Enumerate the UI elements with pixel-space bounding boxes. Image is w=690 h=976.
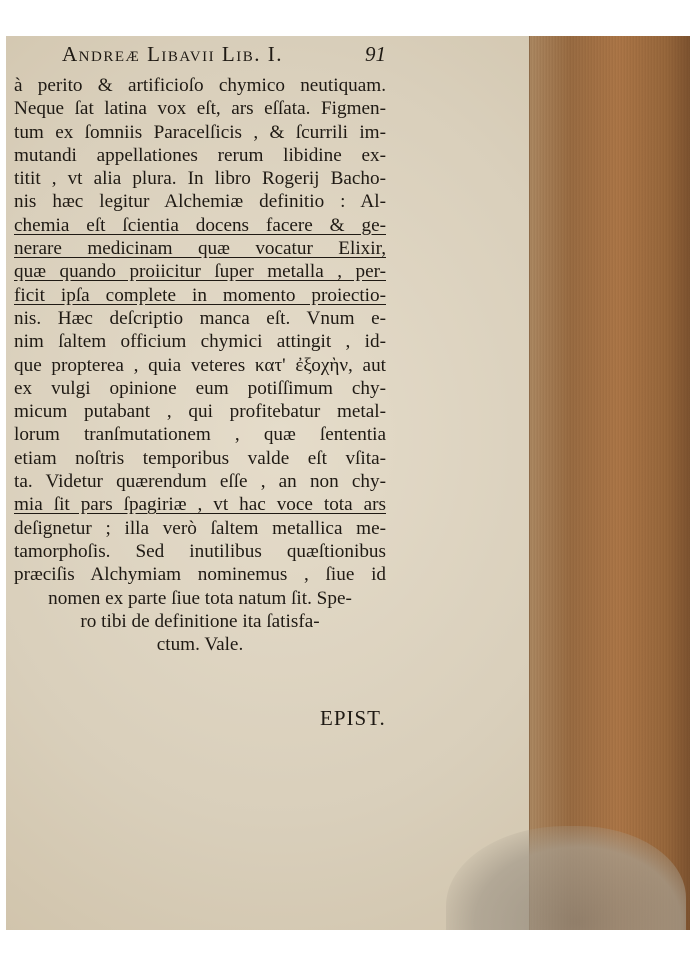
text-line-underlined: chemia eſt ſcientia docens facere & ge- xyxy=(14,214,386,236)
running-title: Andreæ Libavii Lib. I. xyxy=(62,42,283,66)
text-line: etiam noſtris temporibus valde eſt vſita- xyxy=(14,447,386,469)
text-line: micum putabant , qui profitebatur metal- xyxy=(14,401,386,423)
closing-line: ro tibi de definitione ita ſatisfa- xyxy=(80,610,320,632)
text-line: tamorphoſis. Sed inutilibus quæſtionibus xyxy=(14,540,386,562)
text-line: que propterea , quia veteres κατ' ἐξοχὴν, aut xyxy=(14,354,386,376)
text-line-underlined: quæ quando proiicitur ſuper metalla , per- xyxy=(14,261,386,283)
closing-line: nomen ex parte ſiue tota natum ſit. Spe- xyxy=(48,587,352,609)
text-line: ex vulgi opinione eum potiſſimum chy- xyxy=(14,377,386,399)
text-line: nim ſaltem officium chymici attingit , id- xyxy=(14,331,386,353)
text-line-underlined: nerare medicinam quæ vocatur Elixir, xyxy=(14,238,386,260)
body-text xyxy=(14,74,386,587)
text-line: lorum tranſmutationem , quæ ſententia xyxy=(14,424,386,446)
text-line: nis. Hæc deſcriptio manca eſt. Vnum e- xyxy=(14,307,386,329)
text-line: nis hæc legitur Alchemiæ definitio : Al- xyxy=(14,191,386,213)
closing-text xyxy=(14,587,386,657)
text-line: tum ex ſomniis Paracelſicis , & ſcurrili im- xyxy=(14,121,386,143)
running-head xyxy=(62,42,386,68)
text-line-underlined: mia ſit pars ſpagiriæ , vt hac voce tota ars xyxy=(14,494,386,516)
text-line: à perito & artificioſo chymico neutiquam. xyxy=(14,75,386,96)
text-line: deſignetur ; illa verò ſaltem metallica me- xyxy=(14,517,386,539)
catchword: EPIST. xyxy=(320,706,386,730)
closing-line: ctum. Vale. xyxy=(156,634,244,656)
book-page-edge xyxy=(529,36,690,930)
page-text xyxy=(14,42,386,656)
text-line: Neque ſat latina vox eſt, ars eſſata. Figmen- xyxy=(14,98,386,120)
text-line: præciſis Alchymiam nominemus , ſiue id xyxy=(14,564,386,586)
text-line: ta. Videtur quærendum eſſe , an non chy- xyxy=(14,471,386,493)
text-line: mutandi appellationes rerum libidine ex- xyxy=(14,144,386,166)
text-line-underlined: ficit ipſa complete in momento proiectio- xyxy=(14,284,386,306)
text-line: titit , vt alia plura. In libro Rogerij Bacho- xyxy=(14,168,386,190)
page-number: 91 xyxy=(365,42,386,66)
